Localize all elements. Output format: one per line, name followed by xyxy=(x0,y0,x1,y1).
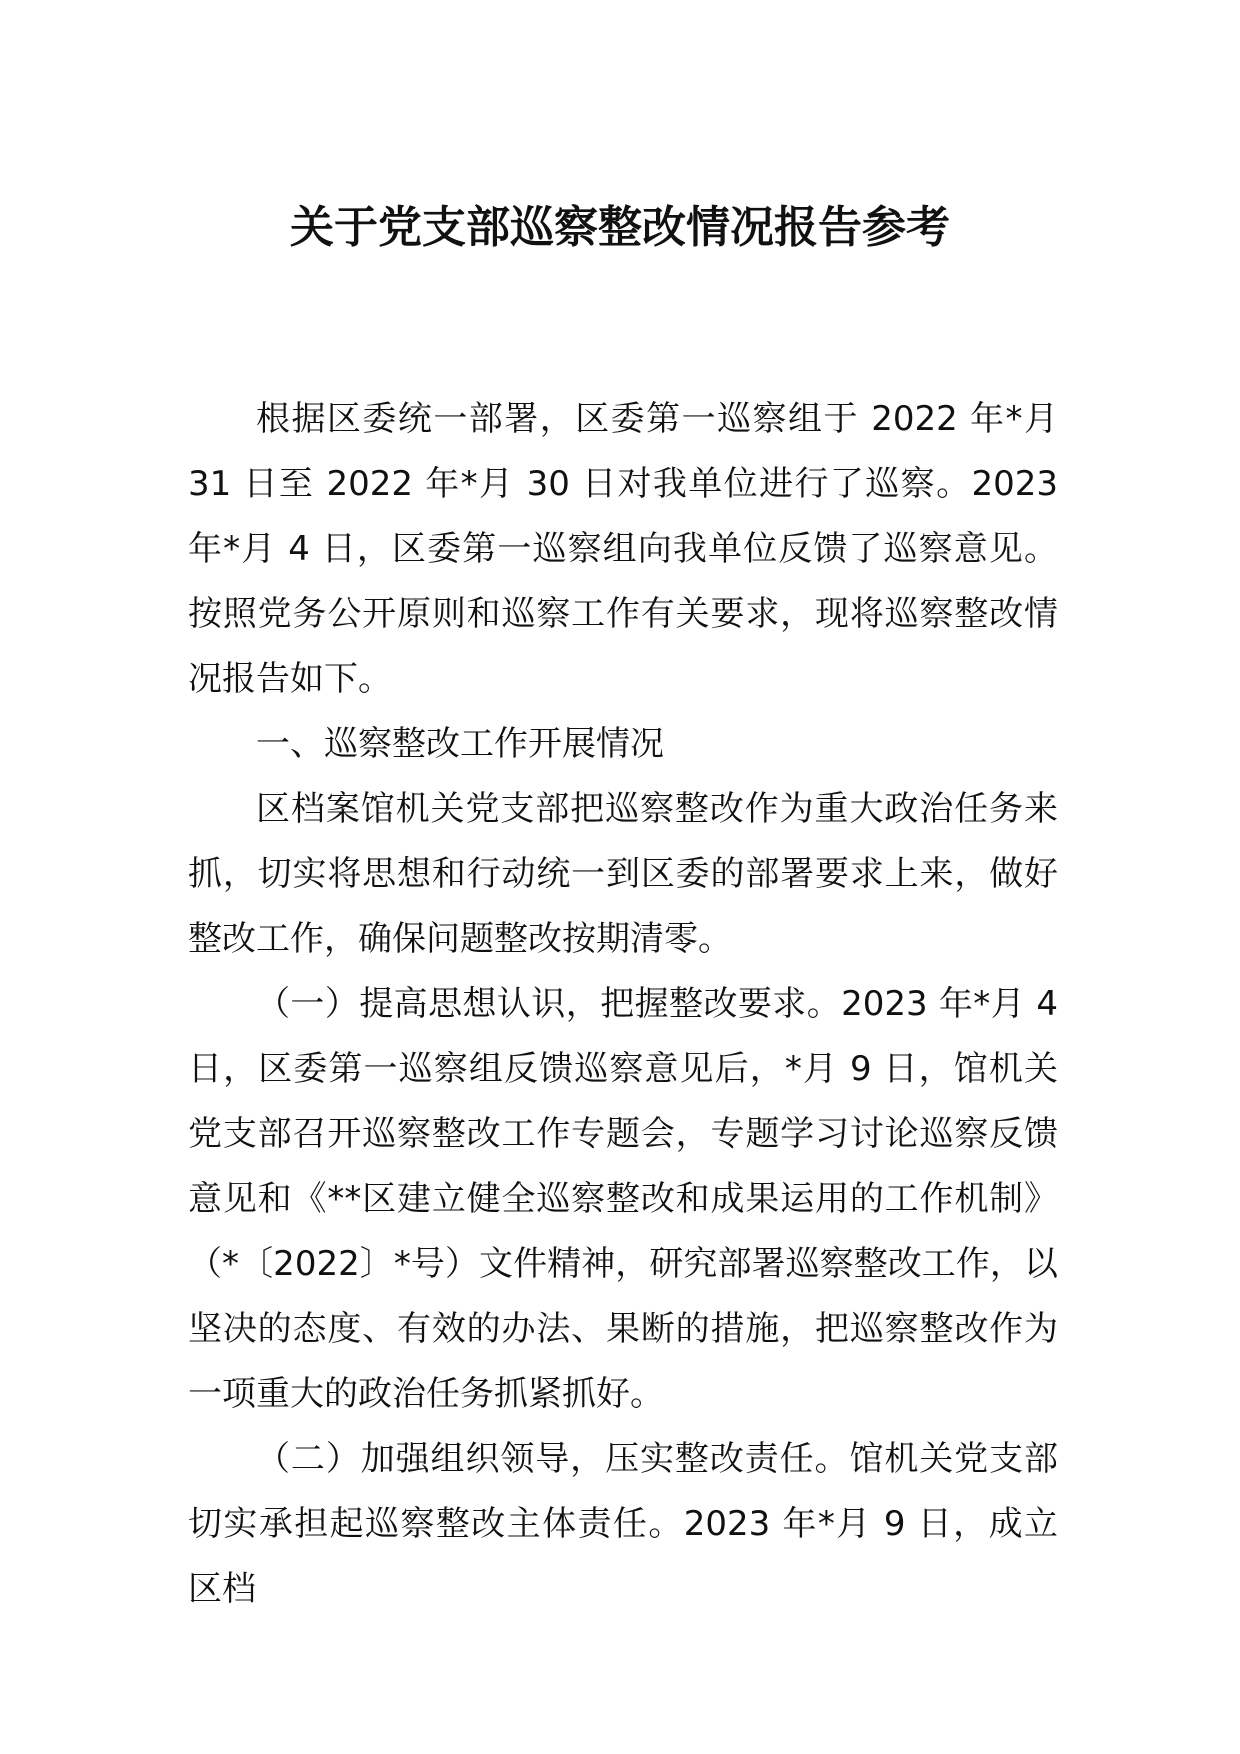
section-heading-1: 一、巡察整改工作开展情况 xyxy=(256,724,664,764)
document-body xyxy=(188,387,1058,1622)
paragraph-section-1: 区档案馆机关党支部把巡察整改作为重大政治任务来抓，切实将思想和行动统一到区委的部署要求上来，做好整改工作，确保问题整改按期清零。 xyxy=(188,789,1058,959)
document-title: 关于党支部巡察整改情况报告参考 xyxy=(290,202,950,253)
paragraph-item-1: （一）提高思想认识，把握整改要求。2023 年*月 4 日，区委第一巡察组反馈巡察意见后，*月 9 日，馆机关党支部召开巡察整改工作专题会，专题学习讨论巡察反馈意见和《**区建立健全巡察整改和成果运用的工作机制》（*〔2022〕*号）文件精神，研究部署巡察整改工作，以坚决的态度、有效的办法、果断的措施，把巡察整改作为一项重大的政治任务抓紧抓好。 xyxy=(188,984,1058,1414)
paragraph-intro: 根据区委统一部署，区委第一巡察组于 2022 年*月 31 日至 2022 年*月 30 日对我单位进行了巡察。2023 年*月 4 日，区委第一巡察组向我单位反馈了巡察意见。按照党务公开原则和巡察工作有关要求，现将巡察整改情况报告如下。 xyxy=(188,399,1058,699)
paragraph-item-2: （二）加强组织领导，压实整改责任。馆机关党支部切实承担起巡察整改主体责任。2023 年*月 9 日，成立区档 xyxy=(188,1439,1058,1609)
